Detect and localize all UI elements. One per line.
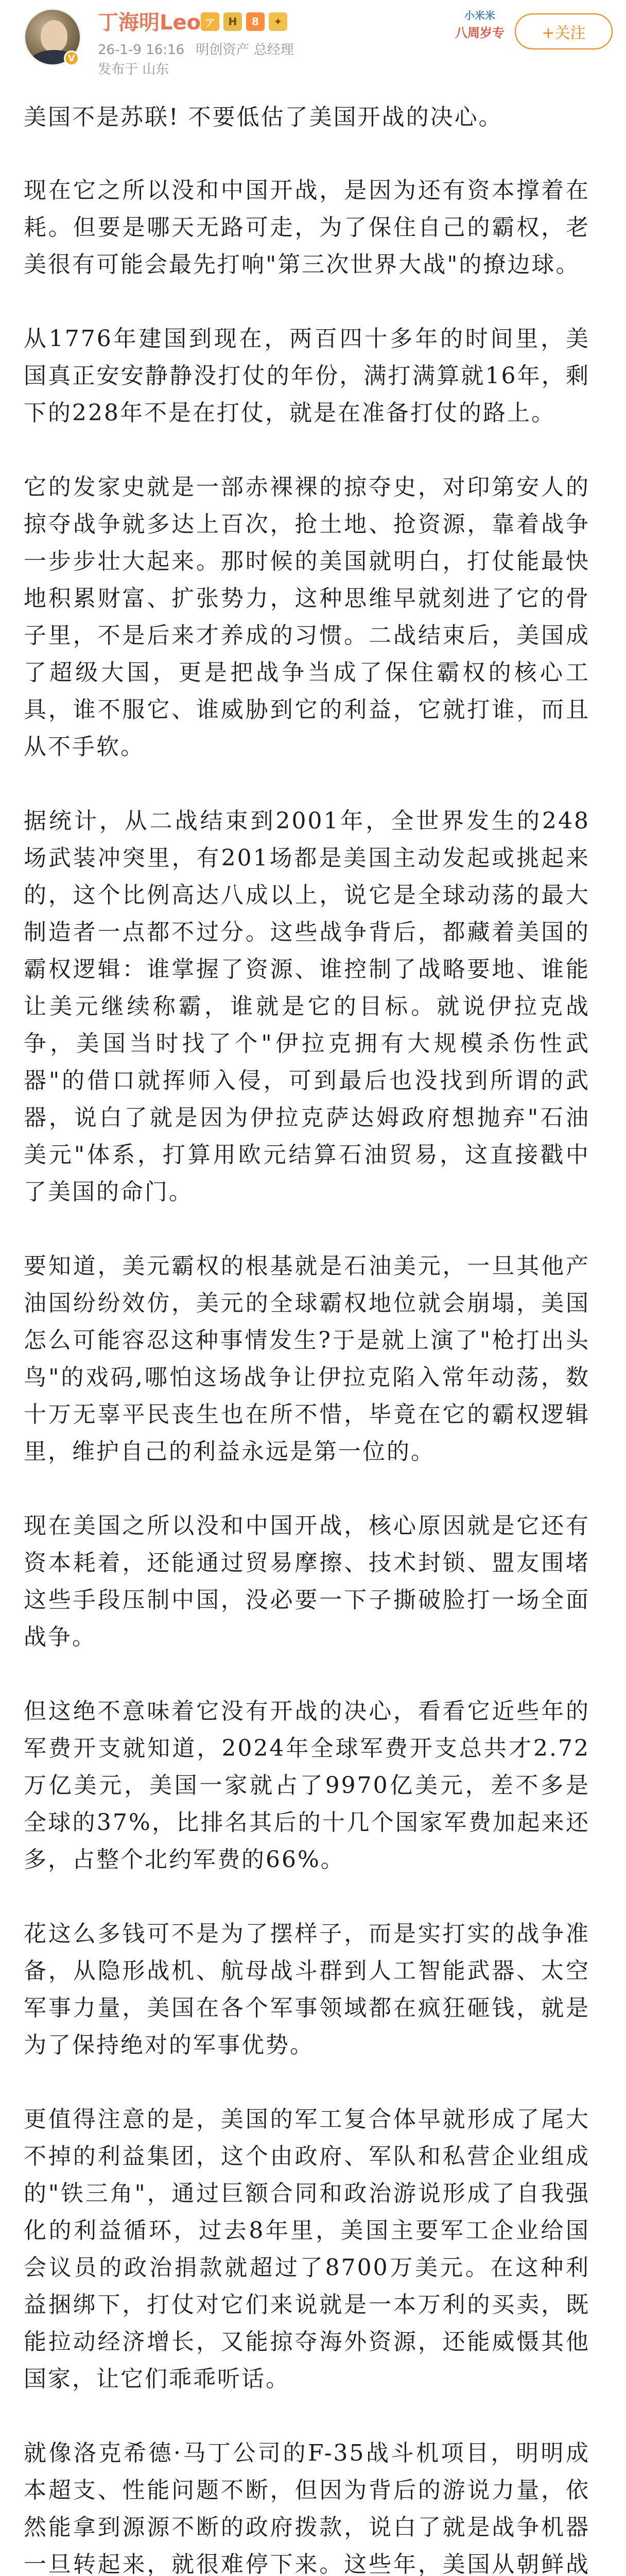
paragraph: 从1776年建国到现在，两百四十多年的时间里，美国真正安安静静没打仗的年份，满打满算就16年，剩下的228年不是在打仗，就是在准备打仗的路上。 xyxy=(24,326,590,426)
paragraph: 据统计，从二战结束到2001年，全世界发生的248场武装冲突里，有201场都是美国主动发起或挑起来的，这个比例高达八成以上，说它是全球动荡的最大制造者一点都不过分。这些战争背后，都藏着美国的霸权逻辑：谁掌握了资源、谁控制了战略要地、谁能让美元继续称霸，谁就是它的目标。就说伊拉克战争，美国当时找了个"伊拉克拥有大规模杀伤性武器"的借口就挥师入侵，可到最后也没找到所谓的武器，说白了就是因为伊拉克萨达姆政府想抛弃"石油美元"体系，打算用欧元结算石油贸易，这直接戳中了美国的命门。 xyxy=(24,808,590,1205)
promo-line-1: 小米米 xyxy=(464,9,495,22)
post-header xyxy=(0,0,626,108)
post-meta xyxy=(98,41,301,59)
post-body xyxy=(24,99,590,2576)
paragraph: 现在美国之所以没和中国开战，核心原因就是它还有资本耗着，还能通过贸易摩擦、技术封锁、盟友围堵这些手段压制中国，没必要一下子撕破脸打一场全面战争。 xyxy=(24,1513,590,1650)
author-title: 明创资产 总经理 xyxy=(196,42,294,58)
paragraph: 现在它之所以没和中国开战，是因为还有资本撑着在耗。但要是哪天无路可走，为了保住自己的霸权，老美很有可能会最先打响"第三次世界大战"的撩边球。 xyxy=(24,177,590,278)
promo-line-2: 八周岁专 xyxy=(455,26,505,40)
verified-v-icon: V xyxy=(64,50,79,66)
author-badges xyxy=(201,12,287,31)
rank-badge-icon[interactable]: 8 xyxy=(246,12,265,31)
paragraph: 它的发家史就是一部赤裸裸的掠夺史，对印第安人的掠夺战争就多达上百次，抢土地、抢资源，靠着战争一步步壮大起来。那时候的美国就明白，打仗能最快地积累财富、扩张势力，这种思维早就刻进了它的骨子里，不是后来才养成的习惯。二战结束后，美国成了超级大国，更是把战争当成了保住霸权的核心工具，谁不服它、谁威胁到它的利益，它就打谁，而且从不手软。 xyxy=(24,474,590,760)
paragraph: 花这么多钱可不是为了摆样子，而是实打实的战争准备，从隐形战机、航母战斗群到人工智能武器、太空军事力量，美国在各个军事领域都在疯狂砸钱，就是为了保持绝对的军事优势。 xyxy=(24,1921,590,2058)
paragraph: 要知道，美元霸权的根基就是石油美元，一旦其他产油国纷纷效仿，美元的全球霸权地位就会崩塌，美国怎么可能容忍这种事情发生?于是就上演了"枪打出头鸟"的戏码,哪怕这场战争让伊拉克陷入常年动荡，数十万无辜平民丧生也在所不惜，毕竟在它的霸权逻辑里，维护自己的利益永远是第一位的。 xyxy=(24,1253,590,1465)
follow-label: +关注 xyxy=(542,24,586,42)
avatar-face xyxy=(41,20,67,52)
honor-badge-icon[interactable]: ✦ xyxy=(269,12,287,31)
published-from: 发布于 山东 xyxy=(98,62,169,77)
paragraph: 美国不是苏联! 不要低估了美国开战的决心。 xyxy=(24,104,503,130)
membership-badge-icon[interactable]: ア xyxy=(201,12,219,31)
paragraph: 就像洛克希德·马丁公司的F-35战斗机项目，明明成本超支、性能问题不断，但因为背后的游说力量，依然能拿到源源不断的政府拨款，说白了就是战争机器一旦转起来，就很难停下来。这些年，美国从朝鲜战 xyxy=(24,2440,590,2576)
promo-banner[interactable] xyxy=(449,0,511,57)
post-location xyxy=(98,61,176,78)
post-timestamp: 26-1-9 16:16 xyxy=(98,42,185,58)
level-badge-icon[interactable]: H xyxy=(223,12,242,31)
follow-button[interactable] xyxy=(515,13,613,49)
paragraph: 但这绝不意味着它没有开战的决心，看看它近些年的军费开支就知道，2024年全球军费开支总共才2.72万亿美元，美国一家就占了9970亿美元，差不多是全球的37%，比排名其后的十几个国家军费加起来还多，占整个北约军费的66%。 xyxy=(24,1698,590,1873)
author-name[interactable]: 丁海明Leo xyxy=(98,11,201,35)
paragraph: 更值得注意的是，美国的军工复合体早就形成了尾大不掉的利益集团，这个由政府、军队和私营企业组成的"铁三角"，通过巨额合同和政治游说形成了自我强化的利益循环，过去8年里，美国主要军工企业给国会议员的政治捐款就超过了8700万美元。在这种利益捆绑下，打仗对它们来说就是一本万利的买卖，既能拉动经济增长，又能掠夺海外资源，还能威慑其他国家，让它们乖乖听话。 xyxy=(24,2106,590,2392)
